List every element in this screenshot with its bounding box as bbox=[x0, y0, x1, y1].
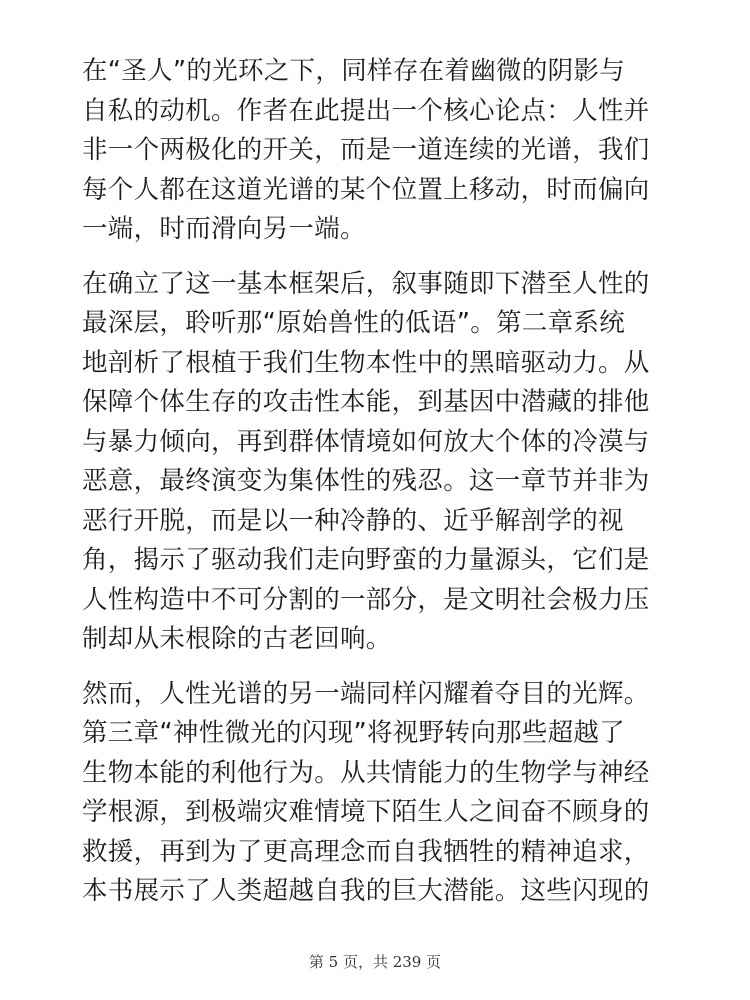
text-line: 地剖析了根植于我们生物本性中的黑暗驱动力。从 bbox=[82, 347, 650, 378]
text-line: 自私的动机。作者在此提出一个核心论点：人性并 bbox=[82, 95, 650, 126]
text-line: 在确立了这一基本框架后，叙事随即下潜至人性的 bbox=[82, 268, 650, 299]
text-line: 第三章“神性微光的闪现”将视野转向那些超越了 bbox=[82, 718, 626, 748]
text-line: 一端，时而滑向另一端。 bbox=[82, 214, 366, 244]
body-text bbox=[82, 52, 672, 927]
text-line: 恶意，最终演变为集体性的残忍。这一章节并非为 bbox=[82, 466, 650, 496]
text-line: 恶行开脱，而是以一种冷静的、近乎解剖学的视 bbox=[82, 505, 624, 536]
paragraph-2 bbox=[82, 265, 672, 660]
text-line: 然而，人性光谱的另一端同样闪耀着夺目的光辉。 bbox=[82, 678, 650, 709]
text-line: 人性构造中不可分割的一部分，是文明社会极力压 bbox=[82, 584, 650, 615]
paragraph-3 bbox=[82, 675, 672, 912]
text-line: 角，揭示了驱动我们走向野蛮的力量源头，它们是 bbox=[82, 545, 650, 575]
text-line: 最深层，聆听那“原始兽性的低语”。第二章系统 bbox=[82, 308, 626, 338]
text-line: 本书展示了人类超越自我的巨大潜能。这些闪现的 bbox=[82, 876, 650, 906]
text-line: 学根源，到极端灾难情境下陌生人之间奋不顾身的 bbox=[82, 797, 650, 827]
text-line: 保障个体生存的攻击性本能，到基因中潜藏的排他 bbox=[82, 387, 650, 417]
text-line: 生物本能的利他行为。从共情能力的生物学与神经 bbox=[82, 757, 650, 788]
text-line: 在“圣人”的光环之下，同样存在着幽微的阴影与 bbox=[82, 56, 626, 86]
paragraph-1 bbox=[82, 52, 672, 250]
text-line: 非一个两极化的开关，而是一道连续的光谱，我们 bbox=[82, 135, 650, 165]
text-line: 与暴力倾向，再到群体情境如何放大个体的冷漠与 bbox=[82, 426, 650, 457]
text-line: 每个人都在这道光谱的某个位置上移动，时而偏向 bbox=[82, 174, 650, 205]
text-line: 制却从未根除的古老回响。 bbox=[82, 624, 392, 654]
page-number-footer: 第 5 页，共 239 页 bbox=[308, 953, 442, 971]
text-line: 救援，再到为了更高理念而自我牺牲的精神追求， bbox=[82, 836, 650, 867]
